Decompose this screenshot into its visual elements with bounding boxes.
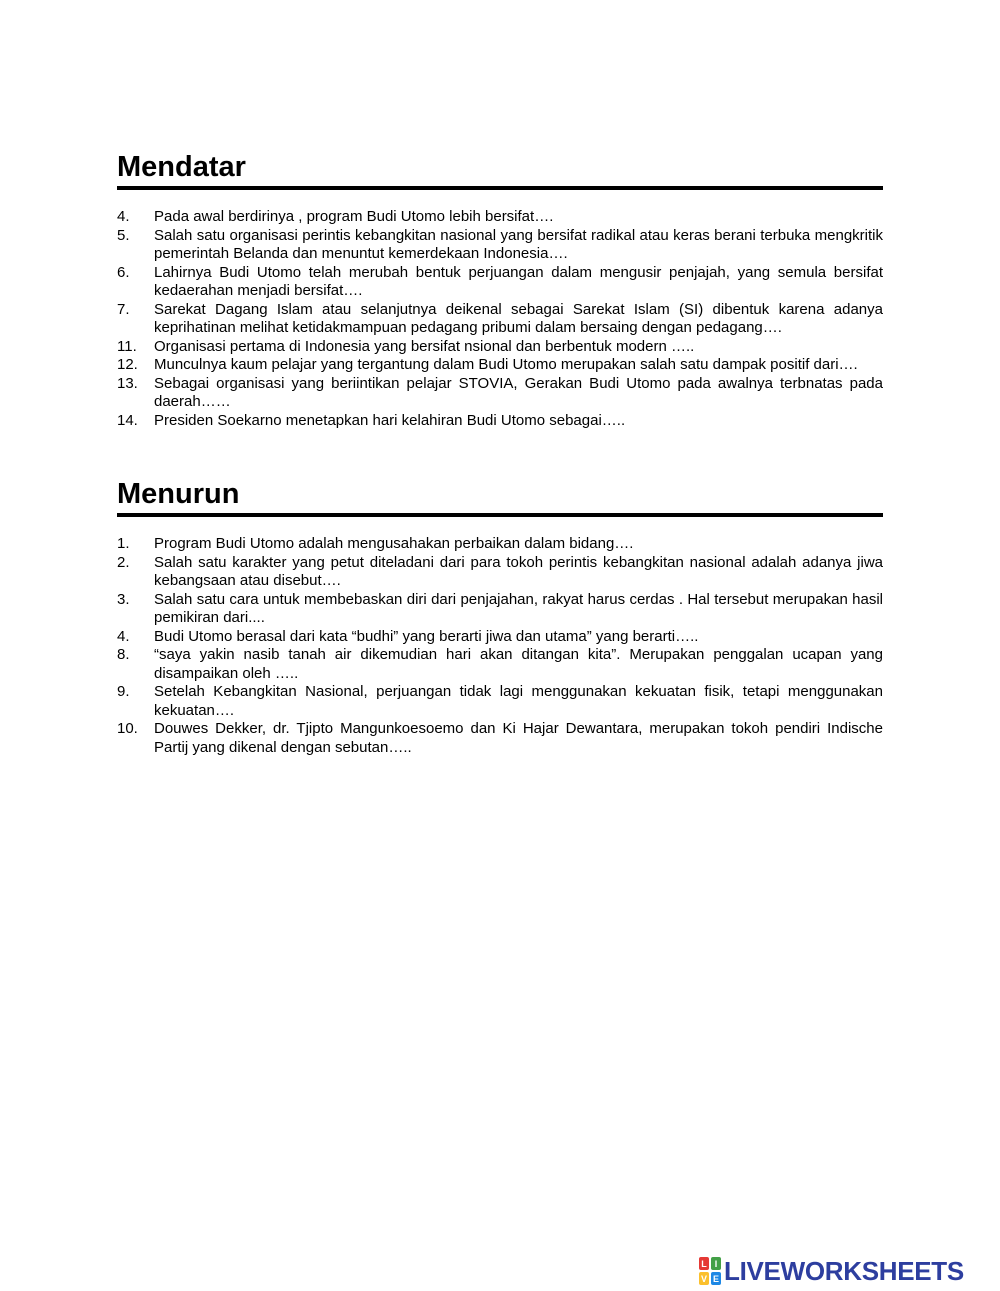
item-text: Setelah Kebangkitan Nasional, perjuangan tidak lagi menggunakan kekuatan fisik, tetapi menggunakan kekuatan…. (154, 683, 883, 719)
item-text: “saya yakin nasib tanah air dikemudian hari akan ditangan kita”. Merupakan penggalan ucapan yang disampaikan oleh ….. (154, 646, 883, 682)
list-item (117, 591, 883, 628)
list-item (117, 264, 883, 301)
item-text: Salah satu cara untuk membebaskan diri dari penjajahan, rakyat harus cerdas . Hal tersebut merupakan hasil pemikiran dari.... (154, 590, 883, 626)
list-item (117, 227, 883, 264)
item-text: Salah satu organisasi perintis kebangkitan nasional yang bersifat radikal atau keras berani terbuka mengkritik pemerintah Belanda dan menuntut kemerdekaan Indonesia…. (154, 226, 883, 262)
list-item (117, 628, 883, 647)
liveworksheets-brand (698, 1255, 964, 1287)
item-number: 4. (117, 627, 130, 645)
item-number: 12. (117, 356, 138, 373)
list-item (117, 338, 883, 357)
svg-text:V: V (700, 1274, 708, 1284)
list-item (117, 412, 883, 431)
item-text: Pada awal berdirinya , program Budi Utomo lebih bersifat…. (154, 208, 554, 225)
item-number: 11. (117, 337, 137, 355)
item-text: Budi Utomo berasal dari kata “budhi” yang berarti jiwa dan utama” yang berarti….. (154, 627, 699, 645)
menurun-section (117, 477, 883, 757)
svg-text:L: L (701, 1259, 707, 1269)
item-number: 2. (117, 553, 130, 571)
mendatar-list (117, 208, 883, 430)
item-text: Lahirnya Budi Utomo telah merubah bentuk perjuangan dalam mengusir penjajah, yang semula bersifat kedaerahan menjadi bersifat…. (154, 263, 883, 299)
item-number: 3. (117, 590, 130, 608)
list-item (117, 301, 883, 338)
item-text: Program Budi Utomo adalah mengusahakan perbaikan dalam bidang…. (154, 535, 634, 552)
item-number: 13. (117, 374, 138, 392)
item-number: 1. (117, 535, 130, 552)
liveworksheets-logo-icon (698, 1256, 722, 1286)
item-text: Sebagai organisasi yang beriintikan pelajar STOVIA, Gerakan Budi Utomo pada awalnya terbnatas pada daerah…… (154, 374, 883, 410)
item-number: 4. (117, 208, 130, 225)
list-item (117, 720, 883, 757)
list-item (117, 683, 883, 720)
item-text: Organisasi pertama di Indonesia yang bersifat nsional dan berbentuk modern ….. (154, 337, 695, 355)
menurun-list (117, 535, 883, 757)
mendatar-section (117, 150, 883, 430)
item-text: Douwes Dekker, dr. Tjipto Mangunkoesoemo dan Ki Hajar Dewantara, merupakan tokoh pendiri Indische Partij yang dikenal dengan sebutan….. (154, 720, 883, 756)
item-text: Sarekat Dagang Islam atau selanjutnya deikenal sebagai Sarekat Islam (SI) dibentuk karena adanya keprihatinan melihat ketidakmampuan pedagang pribumi dalam bersaing dengan pedagang…. (154, 300, 883, 336)
item-number: 10. (117, 720, 138, 737)
item-number: 8. (117, 646, 130, 663)
list-item (117, 375, 883, 412)
mendatar-title: Mendatar (117, 151, 246, 183)
list-item (117, 356, 883, 375)
menurun-divider (117, 513, 883, 517)
item-number: 5. (117, 226, 130, 244)
menurun-title: Menurun (117, 478, 240, 510)
svg-text:I: I (714, 1259, 718, 1269)
item-number: 6. (117, 263, 130, 281)
mendatar-divider (117, 186, 883, 190)
item-number: 14. (117, 411, 138, 429)
item-text: Presiden Soekarno menetapkan hari kelahiran Budi Utomo sebagai….. (154, 411, 626, 429)
item-text: Salah satu karakter yang petut diteladani dari para tokoh perintis kebangkitan nasional adalah adanya jiwa kebangsaan atau disebut…. (154, 553, 883, 589)
list-item (117, 208, 883, 227)
list-item (117, 646, 883, 683)
list-item (117, 554, 883, 591)
svg-text:E: E (712, 1274, 720, 1284)
list-item (117, 535, 883, 554)
item-number: 7. (117, 300, 130, 318)
item-number: 9. (117, 683, 130, 700)
item-text: Munculnya kaum pelajar yang tergantung dalam Budi Utomo merupakan salah satu dampak positif dari…. (154, 356, 858, 373)
brand-name: LIVEWORKSHEETS (724, 1255, 964, 1286)
